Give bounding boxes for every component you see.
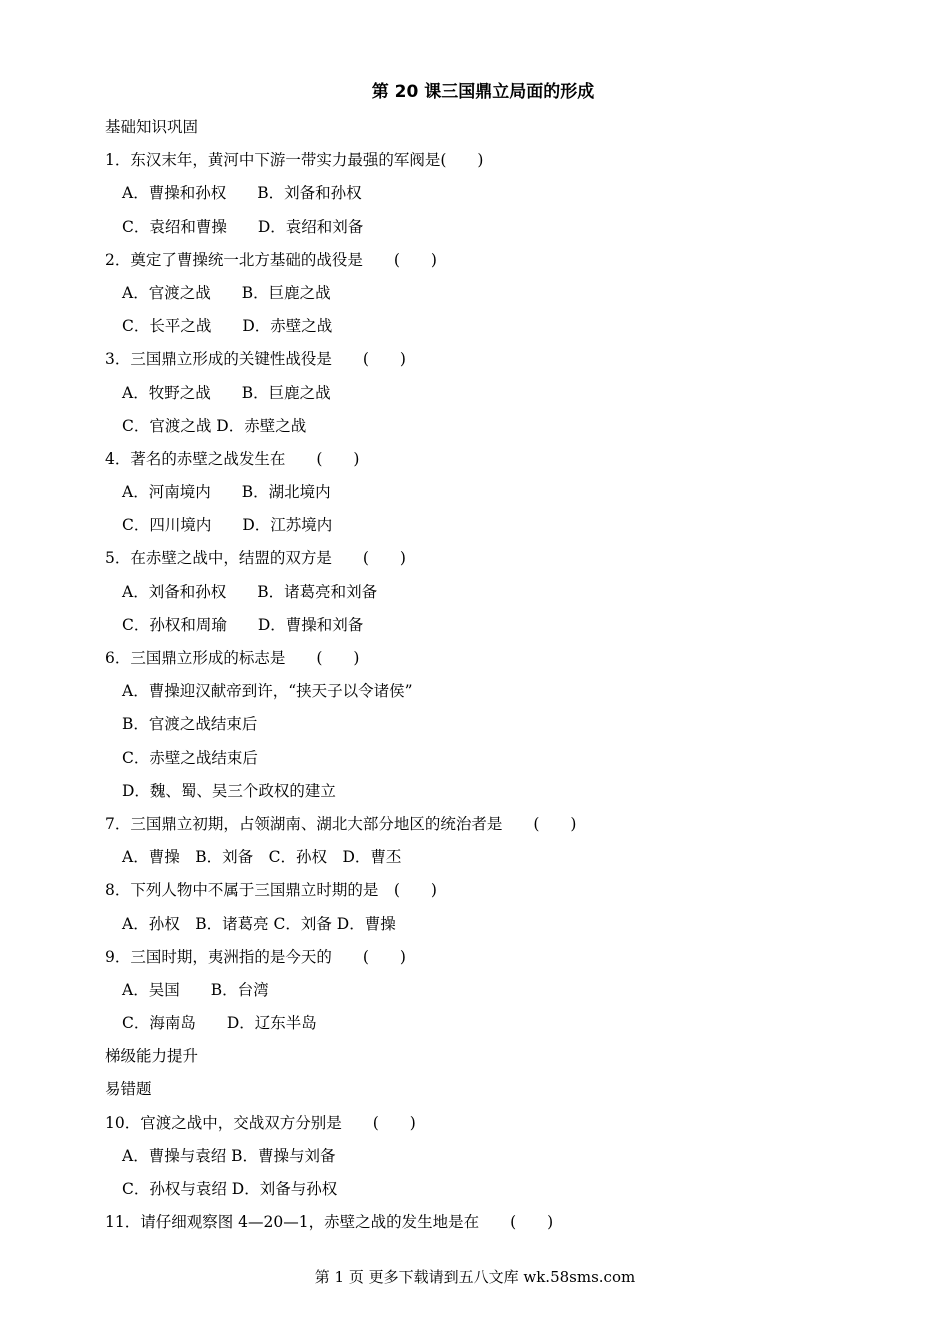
answer-options: C．袁绍和曹操 D．袁绍和刘备 <box>122 217 364 236</box>
answer-options: C．海南岛 D．辽东半岛 <box>122 1014 317 1033</box>
answer-options: A．刘备和孙权 B．诸葛亮和刘备 <box>122 582 378 601</box>
answer-options: B．官渡之战结束后 <box>122 715 258 734</box>
question-text: 10．官渡之战中，交战双方分别是 ( ) <box>105 1113 416 1132</box>
answer-options: C．长平之战 D．赤壁之战 <box>122 317 333 336</box>
answer-options: A．河南境内 B．湖北境内 <box>122 483 331 502</box>
answer-options: C．赤壁之战结束后 <box>122 748 258 767</box>
answer-options: C．官渡之战 D．赤壁之战 <box>122 416 307 435</box>
answer-options: A．吴国 B．台湾 <box>122 980 269 999</box>
answer-options: C．孙权和周瑜 D．曹操和刘备 <box>122 615 364 634</box>
answer-options: C．孙权与袁绍 D．刘备与孙权 <box>122 1180 338 1198</box>
answer-options: D．魏、蜀、吴三个政权的建立 <box>122 781 336 800</box>
document-body <box>0 116 950 1244</box>
section-heading: 梯级能力提升 <box>105 1047 199 1066</box>
question-text: 11．请仔细观察图 4—20—1，赤壁之战的发生地是在 ( ) <box>105 1213 554 1232</box>
answer-options: A．牧野之战 B．巨鹿之战 <box>122 383 331 402</box>
answer-options: A．曹操与袁绍 B．曹操与刘备 <box>122 1146 336 1165</box>
question-text: 4．著名的赤壁之战发生在 ( ) <box>105 449 360 468</box>
answer-options: A．曹操迎汉献帝到许，“挟天子以令诸侯” <box>122 682 413 701</box>
question-text: 5．在赤壁之战中，结盟的双方是 ( ) <box>105 549 406 568</box>
page-title: 第 20 课三国鼎立局面的形成 <box>371 82 595 102</box>
question-text: 8．下列人物中不属于三国鼎立时期的是 ( ) <box>105 881 437 900</box>
section-heading: 易错题 <box>105 1080 152 1099</box>
question-text: 2．奠定了曹操统一北方基础的战役是 ( ) <box>105 250 437 269</box>
question-text: 6．三国鼎立形成的标志是 ( ) <box>105 649 360 667</box>
answer-options: A．曹操和孙权 B．刘备和孙权 <box>122 184 362 203</box>
answer-options: A．孙权 B．诸葛亮 C．刘备 D．曹操 <box>122 914 396 933</box>
question-text: 3．三国鼎立形成的关键性战役是 ( ) <box>105 350 406 369</box>
question-text: 7．三国鼎立初期，占领湖南、湖北大部分地区的统治者是 ( ) <box>105 814 577 833</box>
answer-options: C．四川境内 D．江苏境内 <box>122 516 333 535</box>
question-text: 9．三国时期，夷洲指的是今天的 ( ) <box>105 947 406 966</box>
page-footer: 第 1 页 更多下载请到五八文库 wk.58sms.com <box>314 1268 636 1286</box>
answer-options: A．曹操 B．刘备 C．孙权 D．曹丕 <box>122 848 402 867</box>
question-text: 1．东汉末年，黄河中下游一带实力最强的军阀是( ) <box>105 151 484 170</box>
section-heading: 基础知识巩固 <box>105 118 199 136</box>
answer-options: A．官渡之战 B．巨鹿之战 <box>122 283 331 302</box>
